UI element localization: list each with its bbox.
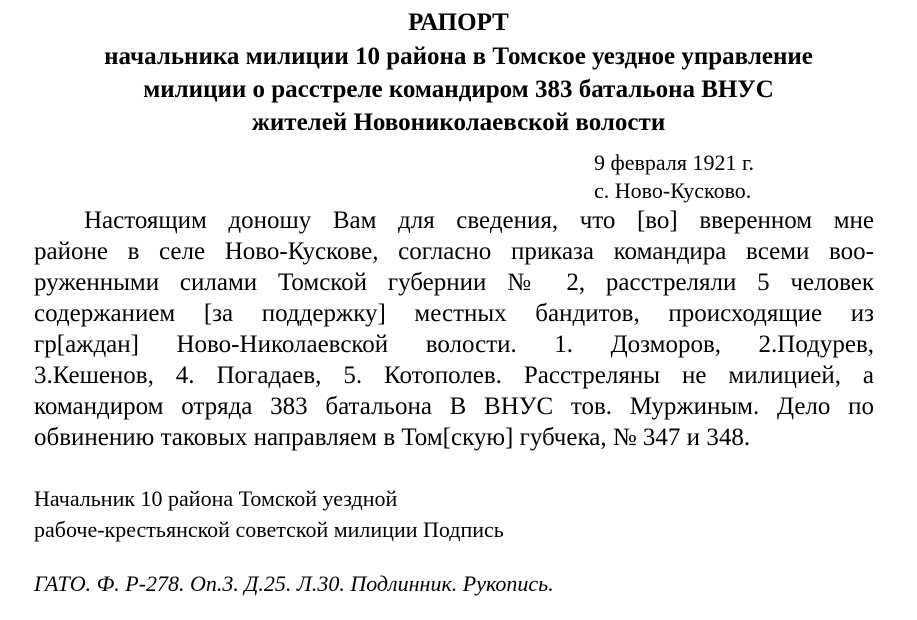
signature-line: рабоче-крестьянской советской милиции Подпись — [34, 517, 504, 542]
signature-line: Начальник 10 района Томской уездной — [34, 486, 398, 511]
subtitle-line: милиции о расстреле командиром 383 батальона ВНУС — [143, 76, 774, 103]
document-place: с. Ново-Кусково. — [594, 178, 752, 203]
date-place-block — [594, 149, 754, 205]
report-body — [34, 205, 874, 453]
body-line: содержанием [за поддержку] местных бандитов, происходящие из — [34, 300, 874, 327]
document-title: РАПОРТ — [408, 9, 509, 36]
body-line: командиром отряда 383 батальона В ВНУС тов. Муржиным. Дело по — [34, 393, 874, 420]
body-line: обвинению таковых направляем в Том[скую] губчека, № 347 и 348. — [34, 424, 751, 451]
subtitle-line: жителей Новониколаевской волости — [251, 109, 666, 136]
body-line: Настоящим доношу Вам для сведения, что [во] вверенном мне — [84, 207, 874, 234]
document-date: 9 февраля 1921 г. — [594, 150, 755, 175]
subtitle-line: начальника милиции 10 района в Томское уездное управление — [104, 43, 813, 70]
body-line: 3.Кешенов, 4. Погадаев, 5. Котополев. Расстреляны не милицией, а — [34, 362, 874, 389]
body-line: районе в селе Ново-Кускове, согласно приказа командира всеми воо- — [34, 238, 874, 265]
body-line: руженными силами Томской губернии № 2, расстреляли 5 человек — [34, 269, 874, 296]
archive-reference: ГАТО. Ф. Р-278. Оп.3. Д.25. Л.30. Подлинник. Рукопись. — [34, 571, 554, 596]
signature-block — [34, 483, 504, 545]
body-line: гр[аждан] Ново-Николаевской волости. 1. Дозморов, 2.Подурев, — [34, 331, 874, 358]
document-subtitle — [30, 40, 887, 139]
